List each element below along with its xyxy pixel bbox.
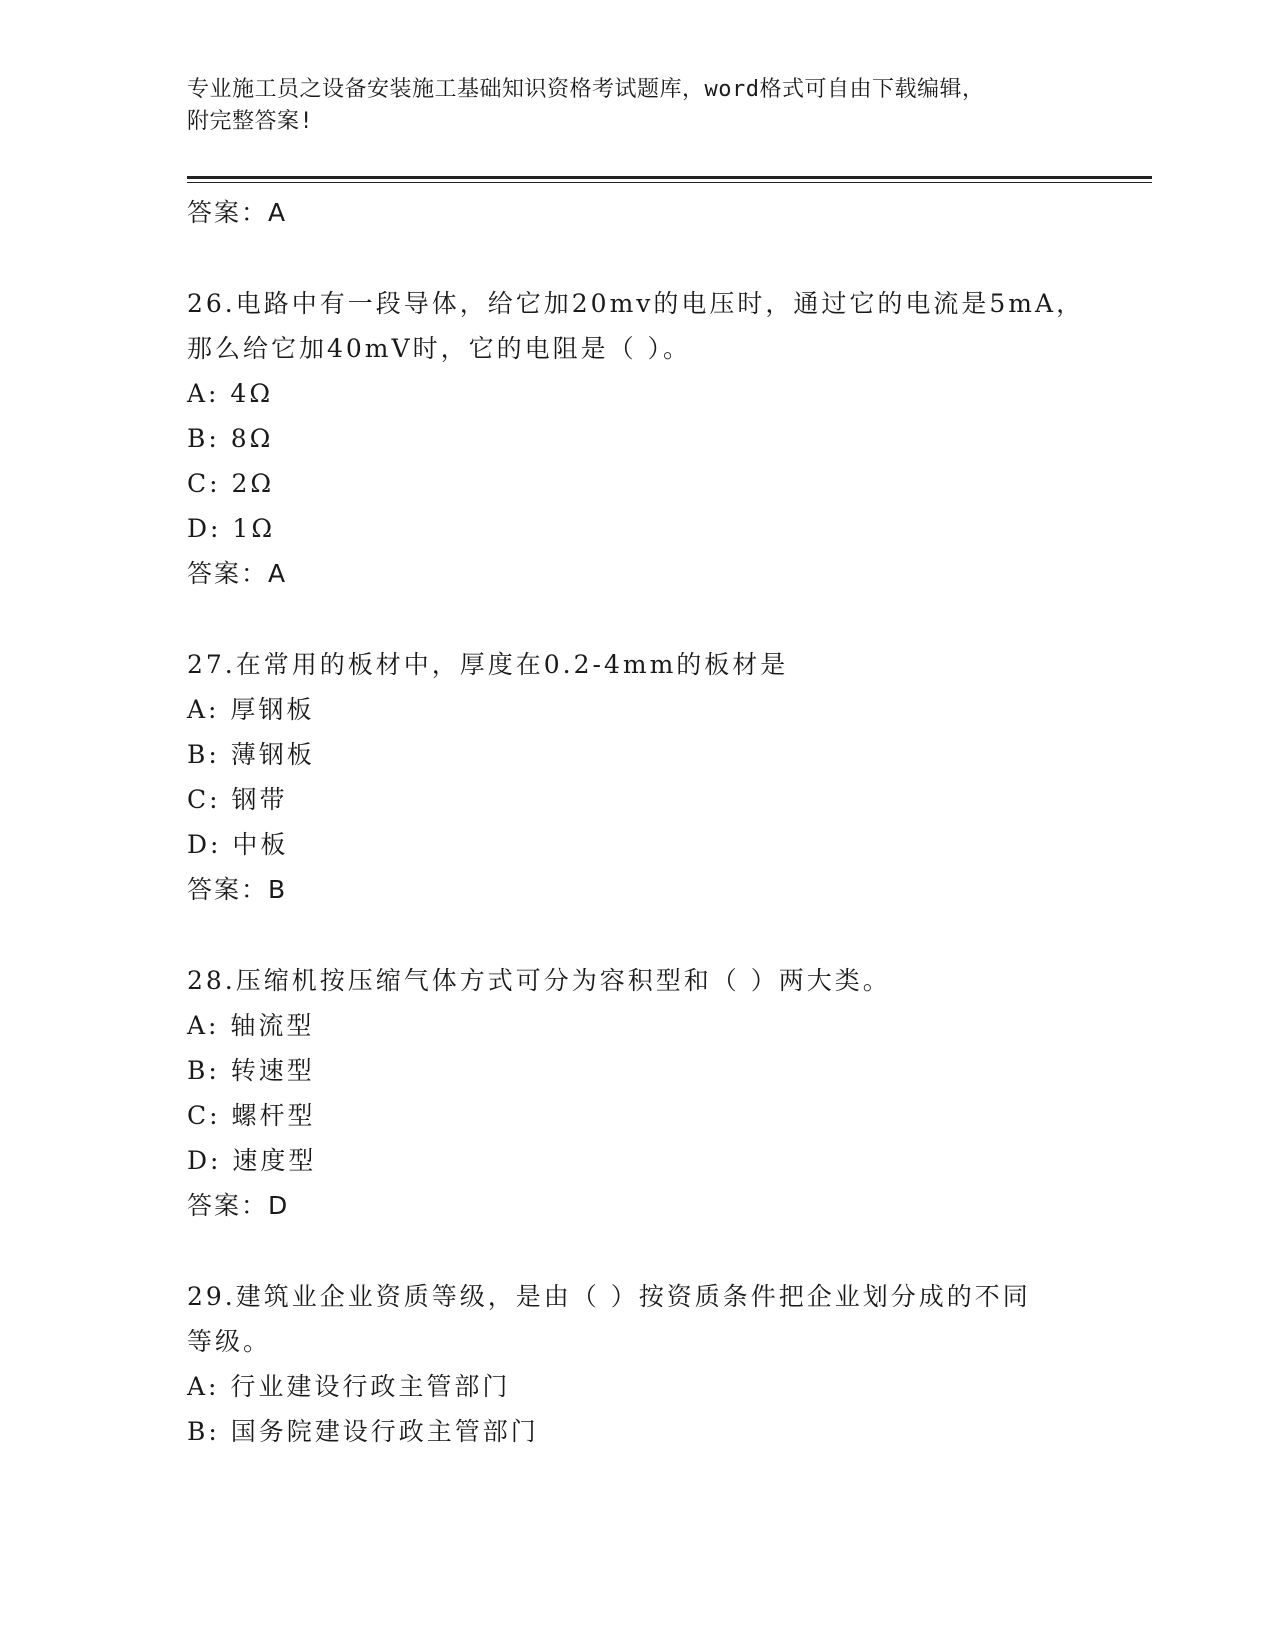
question-stem: 29.建筑业企业资质等级，是由（ ）按资质条件把企业划分成的不同 [187,1282,1031,1311]
header-line-1: 专业施工员之设备安装施工基础知识资格考试题库，word格式可自由下载编辑， [187,77,985,102]
option-d: D: 速度型 [187,1146,317,1175]
option-b: B: 薄钢板 [187,740,315,769]
question-stem: 等级。 [187,1327,272,1356]
answer-line: 答案：A [187,198,288,227]
option-a: A: 4Ω [187,379,274,408]
question-stem: 26.电路中有一段导体，给它加20mv的电压时，通过它的电流是5mA， [187,289,1085,318]
question-29 [187,1274,1117,1454]
header-divider-thick [187,176,1152,179]
option-b: B: 转速型 [187,1056,315,1085]
answer-line: 答案：A [187,559,288,588]
option-a: A: 轴流型 [187,1011,315,1040]
question-26 [187,281,1117,596]
question-28 [187,958,1117,1228]
option-d: D: 1Ω [187,514,276,543]
option-b: B: 8Ω [187,424,274,453]
answer-line: 答案：D [187,1191,290,1220]
header-line-2: 附完整答案! [187,109,314,134]
question-list [187,190,1117,1454]
option-c: C: 2Ω [187,469,275,498]
option-b: B: 国务院建设行政主管部门 [187,1417,539,1446]
document-header [187,74,1107,138]
option-c: C: 钢带 [187,785,288,814]
option-a: A: 行业建设行政主管部门 [187,1372,511,1401]
question-27 [187,642,1117,912]
option-d: D: 中板 [187,830,289,859]
option-c: C: 螺杆型 [187,1101,316,1130]
header-divider-thin [187,182,1152,183]
question-stem: 28.压缩机按压缩气体方式可分为容积型和（ ）两大类。 [187,966,891,995]
question-stem: 那么给它加40mV时，它的电阻是（ ）。 [187,334,692,363]
answer-line: 答案：B [187,875,288,904]
option-a: A: 厚钢板 [187,695,315,724]
question-stem: 27.在常用的板材中，厚度在0.2-4mm的板材是 [187,650,789,679]
